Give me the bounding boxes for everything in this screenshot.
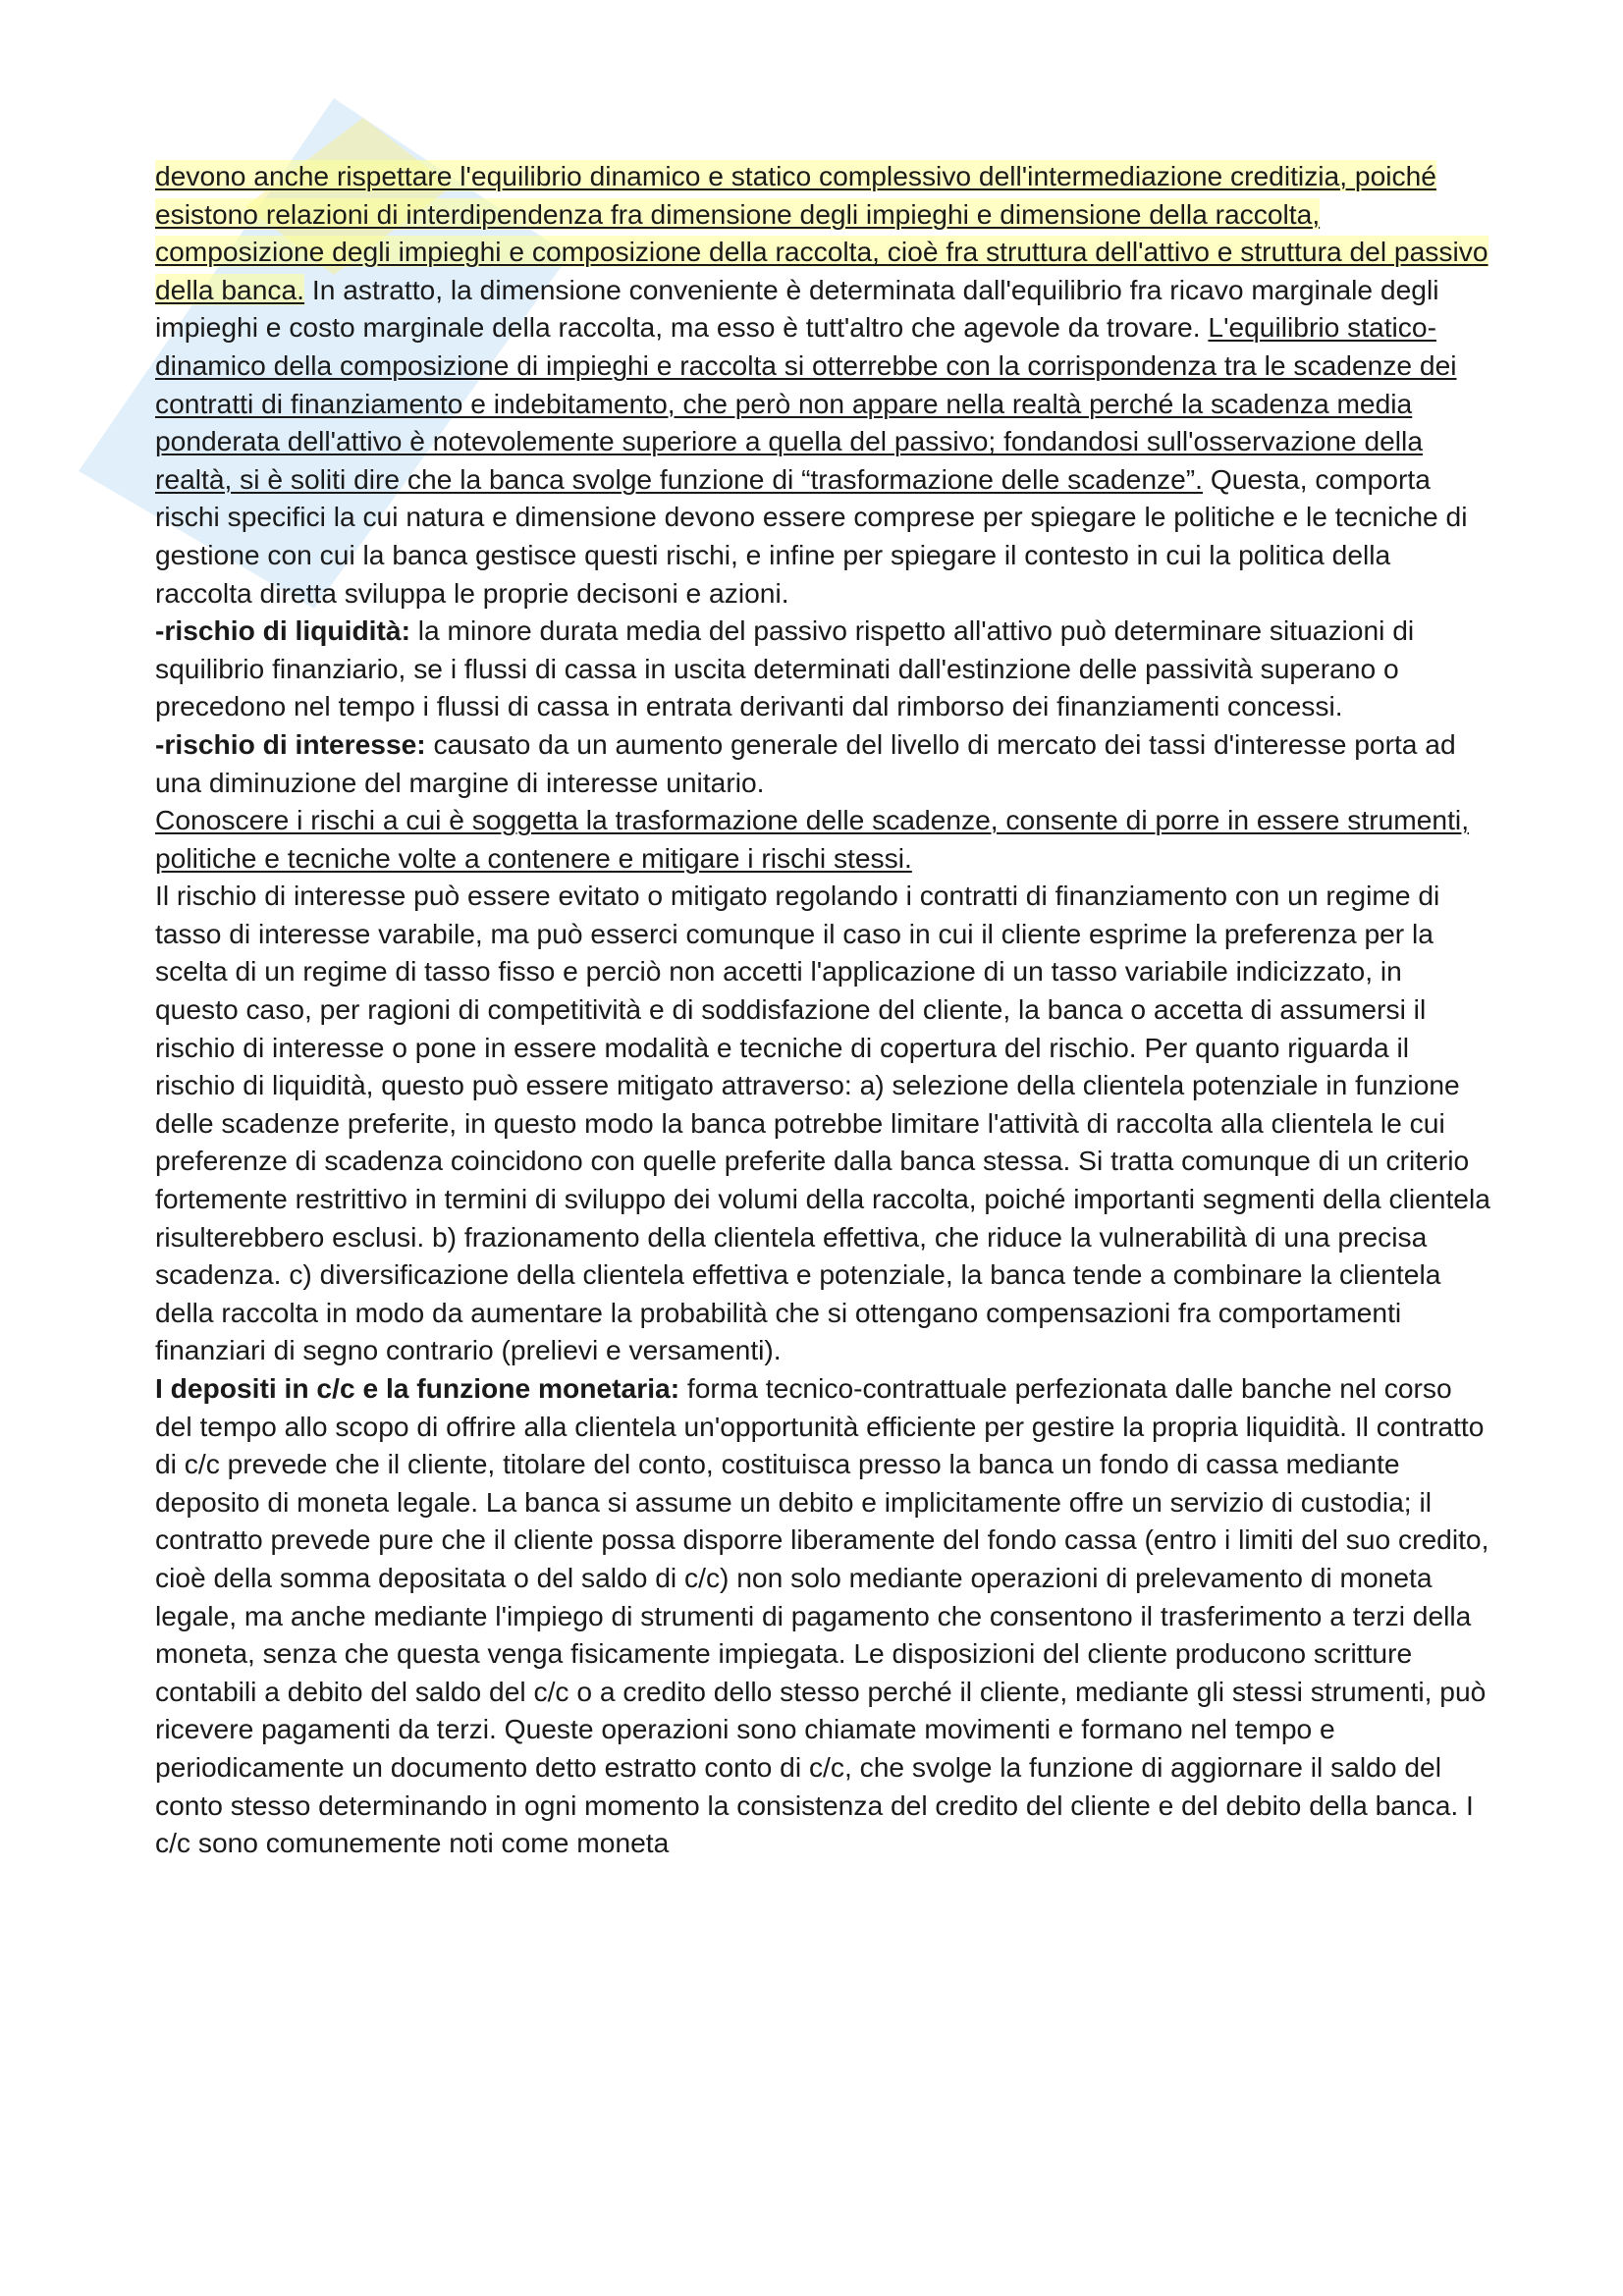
body-text: la minore durata media del passivo rispetto all'attivo può determinare situazioni di squilibrio finanziario, se i flussi di cassa in uscita determinati dall'estinzione delle passività superano o precedono nel tempo i flussi di cassa in entrata derivanti dal rimborso dei finanziamenti concessi.	[155, 614, 1415, 722]
paragraph-depositi-cc	[155, 1369, 1490, 1862]
paragraph-conoscere-rischi	[155, 801, 1490, 877]
body-text: In astratto, la dimensione conveniente è determinata dall'equilibrio fra ricavo marginale degli impieghi e costo marginale della raccolta, ma esso è tutt'altro che agevole da trovare.	[155, 273, 1439, 344]
underlined-text: Conoscere i rischi a cui è soggetta la trasformazione delle scadenze, consente di porre in essere strumenti, politiche e tecniche volte a contenere e mitigare i rischi stessi.	[155, 804, 1470, 874]
paragraph-mitigazione	[155, 877, 1490, 1369]
underlined-text: devono anche rispettare l'equilibrio dinamico e statico complessivo dell'intermediazione creditizia, poiché esistono relazioni di interdipendenza fra dimensione degli impieghi e dimensione della raccolta, composizione degli impieghi e composizione della raccolta, cioè fra struttura dell'attivo e struttura del passivo della banca.	[155, 160, 1488, 305]
paragraph-rischio-interesse	[155, 725, 1490, 801]
body-text: causato da un aumento generale del livello di mercato dei tassi d'interesse porta ad una diminuzione del margine di interesse unitario.	[155, 727, 1456, 798]
body-text: forma tecnico-contrattuale perfezionata dalle banche nel corso del tempo allo scopo di offrire alla clientela un'opportunità efficiente per gestire la propria liquidità. Il contratto di c/c prevede che il cliente, titolare del conto, costituisca presso la banca un fondo di cassa mediante deposito di moneta legale. La banca si assume un debito e implicitamente offre un servizio di custodia; il contratto prevede pure che il cliente possa disporre liberamente del fondo cassa (entro i limiti del suo credito, cioè della somma depositata o del saldo di c/c) non solo mediante operazioni di prelevamento di moneta legale, ma anche mediante l'impiego di strumenti di pagamento che consentono il trasferimento a terzi della moneta, senza che questa venga fisicamente impiegata. Le disposizioni del cliente producono scritture contabili a debito del saldo del c/c o a credito dello stesso perché il cliente, mediante gli stessi strumenti, può ricevere pagamenti da terzi. Queste operazioni sono chiamate movimenti e formano nel tempo e periodicamente un documento detto estratto conto di c/c, che svolge la funzione di aggiornare il saldo del conto stesso determinando in ogni momento la consistenza del credito del cliente e del debito della banca. I c/c sono comunemente noti come moneta	[155, 1372, 1489, 1859]
underlined-text: L'equilibrio statico-dinamico della composizione di impieghi e raccolta si otterrebbe con la corrispondenza tra le scadenze dei contratti di finanziamento e indebitamento, che però non appare nella realtà perché la scadenza media ponderata dell'attivo è notevolemente superiore a quella del passivo; fondandosi sull'osservazione della realtà, si è soliti dire che la banca svolge funzione di “trasformazione delle scadenze”.	[155, 311, 1457, 495]
body-text: Questa, comporta rischi specifici la cui natura e dimensione devono essere comprese per spiegare le politiche e le tecniche di gestione con cui la banca gestisce questi rischi, e infine per spiegare il contesto in cui la politica della raccolta diretta sviluppa le proprie decisoni e azioni.	[155, 462, 1468, 609]
term-heading: -rischio di liquidità:	[155, 614, 410, 647]
term-heading: I depositi in c/c e la funzione monetaria:	[155, 1372, 680, 1404]
body-text: Il rischio di interesse può essere evitato o mitigato regolando i contratti di finanziamento con un regime di tasso di interesse varabile, ma può esserci comunque il caso in cui il cliente esprime la preferenza per la scelta di un regime di tasso fisso e perciò non accetti l'applicazione di un tasso variabile indicizzato, in questo caso, per ragioni di competitività e di soddisfazione del cliente, la banca o accetta di assumersi il rischio di interesse o pone in essere modalità e tecniche di copertura del rischio. Per quanto riguarda il rischio di liquidità, questo può essere mitigato attraverso: a) selezione della clientela potenziale in funzione delle scadenze preferite, in questo modo la banca potrebbe limitare l'attività di raccolta alla clientela le cui preferenze di scadenza coincidono con quelle preferite dalla banca stessa. Si tratta comunque di un criterio fortemente restrittivo in termini di sviluppo dei volumi della raccolta, poiché importanti segmenti della clientela risulterebbero esclusi. b) frazionamento della clientela effettiva, che riduce la vulnerabilità di una precisa scadenza. c) diversificazione della clientela effettiva e potenziale, la banca tende a combinare la clientela della raccolta in modo da aumentare la probabilità che si ottengano compensazioni fra comportamenti finanziari di segno contrario (prelievi e versamenti).	[155, 880, 1490, 1366]
paragraph-equilibrio	[155, 157, 1490, 612]
term-heading: -rischio di interesse:	[155, 727, 426, 760]
document-page	[155, 157, 1490, 1862]
paragraph-rischio-liquidita	[155, 612, 1490, 725]
